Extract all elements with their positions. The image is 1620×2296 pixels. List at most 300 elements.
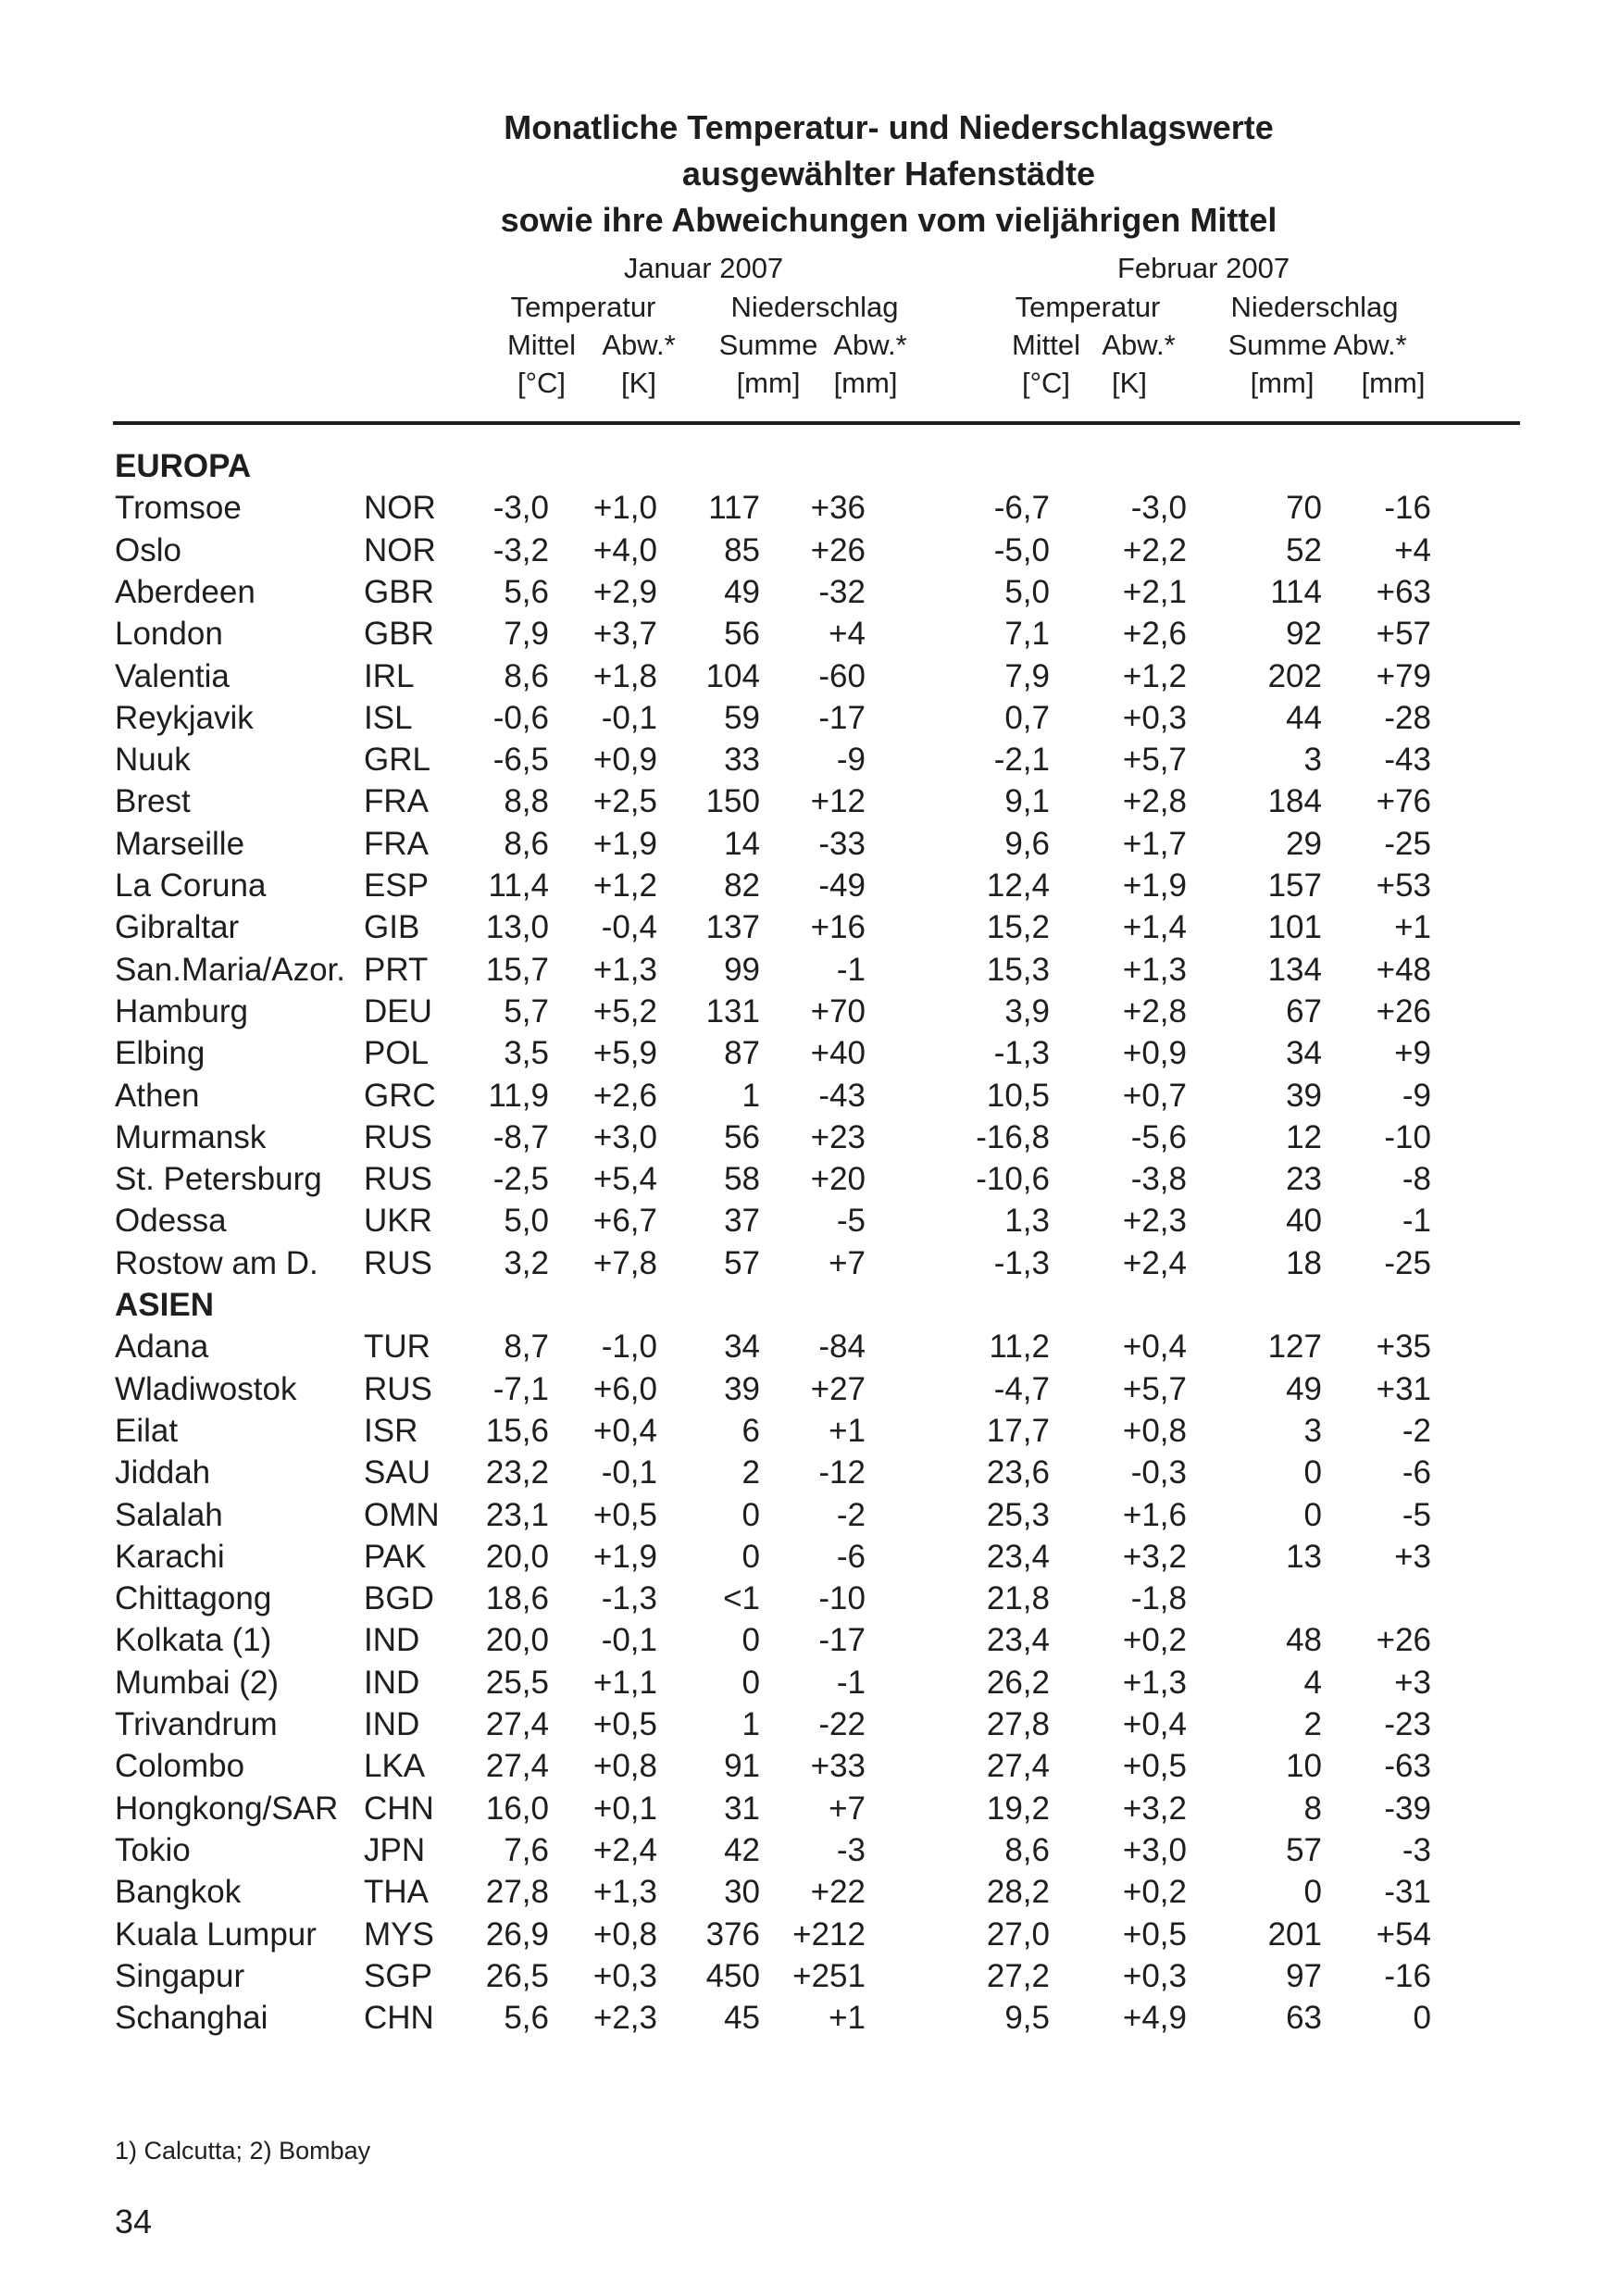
city-name: St. Petersburg	[115, 1161, 322, 1198]
feb-temp-deviation: +1,7	[1122, 825, 1187, 862]
city-name: Aberdeen	[115, 573, 255, 610]
jan-precip-sum: 33	[724, 742, 760, 779]
jan-temp-mean: 11,4	[488, 867, 549, 904]
feb-temp-deviation: +0,5	[1122, 1748, 1187, 1785]
header-feb-temperatur: Temperatur	[1015, 291, 1161, 323]
country-code: JPN	[364, 1831, 426, 1868]
country-code: OMN	[364, 1496, 440, 1533]
table-row	[0, 823, 1620, 866]
jan-precip-deviation: -6	[836, 1538, 866, 1575]
country-code: ISR	[364, 1412, 418, 1449]
country-code: DEU	[364, 992, 432, 1029]
feb-precip-deviation: +1	[1394, 909, 1431, 946]
feb-temp-deviation: +1,4	[1122, 909, 1187, 946]
jan-temp-deviation: +4,0	[592, 531, 657, 568]
city-name: Kolkata (1)	[115, 1622, 272, 1659]
table-row	[0, 780, 1620, 823]
feb-precip-deviation: +48	[1376, 951, 1431, 988]
feb-temp-deviation: +2,8	[1122, 783, 1187, 820]
feb-temp-mean: 0,7	[1004, 699, 1050, 736]
feb-precip-sum: 0	[1303, 1454, 1322, 1491]
jan-temp-deviation: -1,0	[601, 1329, 657, 1366]
jan-precip-deviation: +1	[829, 2000, 866, 2037]
header-jan-niederschlag: Niederschlag	[730, 291, 899, 323]
header-feb-unit-k: [K]	[1112, 367, 1147, 399]
feb-temp-deviation: +1,2	[1122, 657, 1187, 694]
table-row	[0, 739, 1620, 781]
feb-temp-mean: -16,8	[976, 1118, 1050, 1155]
jan-precip-sum: 30	[724, 1874, 760, 1911]
country-code: FRA	[364, 783, 429, 820]
jan-precip-deviation: -43	[818, 1077, 866, 1114]
feb-precip-deviation: -9	[1402, 1077, 1431, 1114]
feb-temp-mean: 27,2	[986, 1957, 1050, 1994]
jan-precip-deviation: +20	[810, 1161, 866, 1198]
jan-temp-deviation: -0,1	[601, 1454, 657, 1491]
country-code: POL	[364, 1035, 430, 1072]
country-code: RUS	[364, 1161, 432, 1198]
header-feb-temp-abw: Abw.*	[1102, 329, 1176, 361]
country-code: UKR	[364, 1203, 432, 1240]
feb-temp-deviation: +3,2	[1122, 1538, 1187, 1575]
jan-temp-deviation: +0,8	[592, 1915, 657, 1953]
feb-precip-deviation: +57	[1376, 616, 1431, 653]
city-name: Marseille	[115, 825, 245, 862]
jan-precip-deviation: -32	[818, 573, 866, 610]
table-row	[0, 487, 1620, 530]
feb-precip-deviation: +4	[1394, 531, 1431, 568]
feb-precip-deviation: -6	[1402, 1454, 1431, 1491]
feb-precip-sum: 67	[1286, 992, 1322, 1029]
feb-temp-deviation: +3,2	[1122, 1790, 1187, 1827]
feb-precip-deviation: +9	[1394, 1035, 1431, 1072]
feb-temp-deviation: +2,2	[1122, 531, 1187, 568]
jan-temp-deviation: -1,3	[601, 1580, 657, 1617]
header-jan-temp-abw: Abw.*	[602, 329, 676, 361]
jan-precip-sum: 0	[741, 1538, 760, 1575]
feb-precip-deviation: +79	[1376, 657, 1431, 694]
city-name: London	[115, 616, 223, 653]
country-code: IRL	[364, 657, 415, 694]
feb-precip-deviation: +35	[1376, 1329, 1431, 1366]
country-code: RUS	[364, 1370, 432, 1407]
feb-precip-sum: 57	[1286, 1831, 1322, 1868]
header-jan-prec-abw: Abw.*	[833, 329, 907, 361]
header-january: Januar 2007	[623, 252, 784, 284]
jan-precip-deviation: +70	[810, 992, 866, 1029]
feb-temp-deviation: +2,6	[1122, 616, 1187, 653]
jan-precip-sum: 450	[705, 1957, 760, 1994]
feb-precip-sum: 157	[1267, 867, 1322, 904]
table-row	[0, 613, 1620, 655]
table-row	[0, 1914, 1620, 1956]
jan-precip-sum: 104	[705, 657, 760, 694]
jan-temp-mean: -2,5	[492, 1161, 549, 1198]
jan-temp-mean: 16,0	[485, 1790, 549, 1827]
feb-temp-deviation: +2,1	[1122, 573, 1187, 610]
header-feb-mittel: Mittel	[1011, 329, 1081, 361]
jan-temp-deviation: +1,9	[592, 825, 657, 862]
feb-temp-mean: 7,1	[1004, 616, 1050, 653]
feb-temp-deviation: +0,3	[1122, 699, 1187, 736]
city-name: Mumbai (2)	[115, 1664, 279, 1701]
feb-temp-mean: -10,6	[976, 1161, 1050, 1198]
feb-temp-deviation: +3,0	[1122, 1831, 1187, 1868]
feb-precip-deviation: +26	[1376, 992, 1431, 1029]
jan-temp-mean: 5,0	[504, 1203, 549, 1240]
feb-temp-mean: 1,3	[1004, 1203, 1050, 1240]
city-name: Oslo	[115, 531, 181, 568]
feb-precip-sum: 134	[1267, 951, 1322, 988]
jan-temp-mean: 8,7	[504, 1329, 549, 1366]
jan-temp-mean: 25,5	[485, 1664, 549, 1701]
jan-temp-deviation: +1,9	[592, 1538, 657, 1575]
feb-precip-sum: 49	[1286, 1370, 1322, 1407]
jan-temp-mean: 27,4	[485, 1706, 549, 1742]
feb-precip-sum: 12	[1286, 1118, 1322, 1155]
feb-temp-mean: 17,7	[986, 1412, 1050, 1449]
feb-temp-mean: 9,6	[1004, 825, 1050, 862]
feb-precip-sum: 63	[1286, 2000, 1322, 2037]
feb-temp-deviation: +4,9	[1122, 2000, 1187, 2037]
city-name: Athen	[115, 1077, 200, 1114]
jan-precip-deviation: -22	[818, 1706, 866, 1742]
jan-precip-deviation: -3	[836, 1831, 866, 1868]
country-code: GBR	[364, 573, 434, 610]
header-feb-prec-abw: Abw.*	[1333, 329, 1407, 361]
feb-precip-sum: 23	[1286, 1161, 1322, 1198]
country-code: IND	[364, 1664, 420, 1701]
feb-temp-deviation: +1,9	[1122, 867, 1187, 904]
table-row	[0, 1703, 1620, 1746]
table-row	[0, 530, 1620, 572]
feb-temp-deviation: +0,2	[1122, 1874, 1187, 1911]
jan-precip-sum: 59	[724, 699, 760, 736]
feb-temp-deviation: -0,3	[1130, 1454, 1187, 1491]
jan-precip-sum: 376	[705, 1915, 760, 1953]
jan-temp-mean: 27,4	[485, 1748, 549, 1785]
jan-precip-deviation: -49	[818, 867, 866, 904]
feb-precip-deviation: -39	[1384, 1790, 1431, 1827]
feb-precip-deviation: -31	[1384, 1874, 1431, 1911]
jan-temp-mean: 3,2	[504, 1244, 549, 1281]
jan-temp-deviation: +2,4	[592, 1831, 657, 1868]
jan-precip-sum: 45	[724, 2000, 760, 2037]
jan-temp-mean: -3,2	[492, 531, 549, 568]
table-row	[0, 1200, 1620, 1242]
header-jan-temperatur: Temperatur	[510, 291, 656, 323]
jan-precip-sum: 31	[724, 1790, 760, 1827]
table-row	[0, 949, 1620, 992]
table-row	[0, 1410, 1620, 1453]
jan-precip-sum: 39	[724, 1370, 760, 1407]
feb-temp-mean: 9,5	[1004, 2000, 1050, 2037]
jan-temp-deviation: +1,2	[592, 867, 657, 904]
jan-temp-mean: -6,5	[492, 742, 549, 779]
region-heading: ASIEN	[115, 1287, 214, 1323]
city-name: Hongkong/SAR	[115, 1790, 339, 1827]
jan-temp-deviation: -0,1	[601, 1622, 657, 1659]
feb-temp-mean: -1,3	[993, 1035, 1050, 1072]
title-line-1: Monatliche Temperatur- und Niederschlagswerte	[504, 108, 1274, 146]
table-row	[0, 1745, 1620, 1788]
jan-precip-deviation: +27	[810, 1370, 866, 1407]
feb-precip-deviation: -8	[1402, 1161, 1431, 1198]
jan-temp-deviation: +3,0	[592, 1118, 657, 1155]
jan-temp-mean: -8,7	[492, 1118, 549, 1155]
city-name: Wladiwostok	[115, 1370, 297, 1407]
country-code: SGP	[364, 1957, 432, 1994]
feb-precip-sum: 101	[1267, 909, 1322, 946]
jan-precip-sum: 0	[741, 1496, 760, 1533]
city-name: Hamburg	[115, 992, 248, 1029]
jan-temp-deviation: +1,3	[592, 1874, 657, 1911]
feb-temp-mean: -2,1	[993, 742, 1050, 779]
country-code: SAU	[364, 1454, 430, 1491]
jan-temp-mean: 8,6	[504, 825, 549, 862]
feb-temp-deviation: +0,4	[1122, 1706, 1187, 1742]
jan-precip-sum: 56	[724, 1118, 760, 1155]
feb-temp-mean: 8,6	[1004, 1831, 1050, 1868]
jan-precip-sum: 34	[724, 1329, 760, 1366]
jan-precip-sum: 49	[724, 573, 760, 610]
table-row	[0, 991, 1620, 1033]
feb-temp-mean: 10,5	[986, 1077, 1050, 1114]
feb-temp-deviation: +2,4	[1122, 1244, 1187, 1281]
jan-precip-sum: 56	[724, 616, 760, 653]
feb-precip-sum: 4	[1303, 1664, 1322, 1701]
city-name: Chittagong	[115, 1580, 272, 1617]
feb-precip-deviation: -23	[1384, 1706, 1431, 1742]
jan-temp-mean: -0,6	[492, 699, 549, 736]
jan-temp-mean: 27,8	[485, 1874, 549, 1911]
jan-temp-mean: 26,5	[485, 1957, 549, 1994]
table-row	[0, 865, 1620, 907]
feb-temp-mean: 15,2	[986, 909, 1050, 946]
jan-precip-deviation: -10	[818, 1580, 866, 1617]
feb-temp-mean: 23,4	[986, 1622, 1050, 1659]
table-row	[0, 1788, 1620, 1830]
country-code: FRA	[364, 825, 429, 862]
city-name: La Coruna	[115, 867, 267, 904]
jan-temp-deviation: +0,8	[592, 1748, 657, 1785]
jan-precip-deviation: +16	[810, 909, 866, 946]
feb-precip-sum: 40	[1286, 1203, 1322, 1240]
jan-temp-mean: 8,6	[504, 657, 549, 694]
feb-precip-sum: 202	[1267, 657, 1322, 694]
feb-precip-sum: 3	[1303, 1412, 1322, 1449]
feb-temp-mean: 27,8	[986, 1706, 1050, 1742]
city-name: Kuala Lumpur	[115, 1915, 317, 1953]
jan-precip-deviation: +26	[810, 531, 866, 568]
table-row	[0, 1117, 1620, 1159]
feb-precip-deviation: -25	[1384, 825, 1431, 862]
feb-precip-sum: 8	[1303, 1790, 1322, 1827]
page-number: 34	[115, 2202, 153, 2240]
feb-temp-mean: 23,6	[986, 1454, 1050, 1491]
table-row	[0, 1619, 1620, 1662]
jan-precip-sum: 1	[741, 1706, 760, 1742]
country-code: GRL	[364, 742, 430, 779]
jan-precip-deviation: +251	[792, 1957, 866, 1994]
feb-temp-deviation: +5,7	[1122, 1370, 1187, 1407]
title-line-2: ausgewählter Hafenstädte	[681, 155, 1096, 193]
jan-temp-deviation: +1,3	[592, 951, 657, 988]
header-jan-unit-c: [°C]	[517, 367, 566, 399]
feb-precip-sum: 29	[1286, 825, 1322, 862]
jan-precip-sum: 87	[724, 1035, 760, 1072]
feb-precip-sum: 70	[1286, 490, 1322, 527]
jan-temp-deviation: +6,0	[592, 1370, 657, 1407]
jan-temp-mean: 23,1	[485, 1496, 549, 1533]
jan-temp-mean: 7,9	[504, 616, 549, 653]
country-code: THA	[364, 1874, 429, 1911]
table-row	[0, 1578, 1620, 1620]
jan-temp-deviation: +5,2	[592, 992, 657, 1029]
country-code: ISL	[364, 699, 413, 736]
country-code: RUS	[364, 1244, 432, 1281]
jan-precip-sum: 82	[724, 867, 760, 904]
jan-temp-deviation: +2,9	[592, 573, 657, 610]
feb-precip-deviation: -10	[1384, 1118, 1431, 1155]
jan-temp-mean: 13,0	[485, 909, 549, 946]
feb-temp-mean: 28,2	[986, 1874, 1050, 1911]
country-code: PAK	[364, 1538, 427, 1575]
header-feb-niederschlag: Niederschlag	[1230, 291, 1399, 323]
feb-precip-deviation: +31	[1376, 1370, 1431, 1407]
header-jan-summe: Summe	[718, 329, 818, 361]
jan-precip-deviation: -17	[818, 699, 866, 736]
jan-temp-deviation: +0,4	[592, 1412, 657, 1449]
table-row	[0, 1871, 1620, 1914]
feb-precip-sum: 48	[1286, 1622, 1322, 1659]
jan-temp-deviation: +1,1	[592, 1664, 657, 1701]
jan-precip-sum: 85	[724, 531, 760, 568]
feb-precip-sum: 114	[1270, 573, 1322, 610]
jan-temp-mean: 15,6	[485, 1412, 549, 1449]
feb-precip-deviation: -25	[1384, 1244, 1431, 1281]
city-name: Gibraltar	[115, 909, 240, 946]
jan-precip-deviation: -2	[836, 1496, 866, 1533]
feb-temp-deviation: +0,4	[1122, 1329, 1187, 1366]
jan-temp-mean: 15,7	[485, 951, 549, 988]
jan-precip-deviation: -60	[818, 657, 866, 694]
jan-temp-deviation: -0,4	[601, 909, 657, 946]
jan-temp-mean: 23,2	[485, 1454, 549, 1491]
header-jan-unit-k: [K]	[621, 367, 656, 399]
jan-temp-deviation: +0,5	[592, 1706, 657, 1742]
jan-temp-deviation: +7,8	[592, 1244, 657, 1281]
feb-temp-mean: 5,0	[1004, 573, 1050, 610]
jan-precip-deviation: -17	[818, 1622, 866, 1659]
table-row	[0, 655, 1620, 698]
feb-precip-sum: 127	[1267, 1329, 1322, 1366]
table-row	[0, 1997, 1620, 2040]
jan-temp-deviation: +5,9	[592, 1035, 657, 1072]
feb-temp-mean: 12,4	[986, 867, 1050, 904]
jan-temp-mean: 5,6	[504, 573, 549, 610]
feb-precip-sum: 2	[1303, 1706, 1322, 1742]
region-heading: EUROPA	[115, 448, 252, 484]
feb-precip-sum: 0	[1303, 1496, 1322, 1533]
jan-precip-deviation: -1	[836, 951, 866, 988]
table-row	[0, 906, 1620, 949]
feb-temp-mean: 3,9	[1004, 992, 1050, 1029]
feb-precip-deviation: -43	[1384, 742, 1431, 779]
city-name: Tokio	[115, 1831, 191, 1868]
feb-temp-mean: 21,8	[986, 1580, 1050, 1617]
jan-temp-deviation: +0,1	[592, 1790, 657, 1827]
country-code: ESP	[364, 867, 430, 904]
feb-temp-deviation: +5,7	[1122, 742, 1187, 779]
feb-temp-mean: 7,9	[1004, 657, 1050, 694]
feb-precip-sum: 201	[1267, 1915, 1322, 1953]
feb-precip-sum: 34	[1286, 1035, 1322, 1072]
city-name: Elbing	[115, 1035, 206, 1072]
jan-precip-deviation: +212	[792, 1915, 866, 1953]
feb-temp-mean: 25,3	[986, 1496, 1050, 1533]
feb-temp-deviation: -5,6	[1130, 1118, 1187, 1155]
feb-precip-deviation: +26	[1376, 1622, 1431, 1659]
feb-temp-deviation: +1,3	[1122, 951, 1187, 988]
jan-temp-mean: 18,6	[485, 1580, 549, 1617]
country-code: TUR	[364, 1329, 430, 1366]
feb-temp-mean: 15,3	[986, 951, 1050, 988]
jan-precip-deviation: +23	[810, 1118, 866, 1155]
feb-precip-sum: 0	[1303, 1874, 1322, 1911]
feb-temp-mean: 19,2	[986, 1790, 1050, 1827]
jan-precip-deviation: +7	[829, 1244, 866, 1281]
table-row	[0, 1955, 1620, 1998]
table-row	[0, 1536, 1620, 1578]
country-code: NOR	[364, 531, 436, 568]
feb-precip-sum: 184	[1267, 783, 1322, 820]
jan-precip-sum: 99	[724, 951, 760, 988]
jan-temp-deviation: +1,0	[592, 490, 657, 527]
feb-temp-deviation: +0,5	[1122, 1915, 1187, 1953]
feb-temp-deviation: -3,8	[1130, 1161, 1187, 1198]
city-name: Brest	[115, 783, 191, 820]
jan-precip-sum: 117	[708, 490, 760, 527]
header-jan-unit-mm-abw: [mm]	[833, 367, 898, 399]
jan-temp-deviation: +5,4	[592, 1161, 657, 1198]
city-name: Trivandrum	[115, 1706, 278, 1742]
table-row	[0, 1368, 1620, 1411]
header-february: Februar 2007	[1116, 252, 1290, 284]
feb-temp-mean: -4,7	[993, 1370, 1050, 1407]
jan-temp-mean: 26,9	[485, 1915, 549, 1953]
jan-temp-mean: 11,9	[488, 1077, 549, 1114]
feb-precip-sum: 52	[1286, 531, 1322, 568]
city-name: Odessa	[115, 1203, 227, 1240]
feb-temp-mean: 26,2	[986, 1664, 1050, 1701]
jan-precip-sum: 91	[724, 1748, 760, 1785]
jan-temp-deviation: +0,5	[592, 1496, 657, 1533]
jan-precip-sum: 0	[741, 1622, 760, 1659]
table-row	[0, 1075, 1620, 1117]
feb-temp-deviation: +0,9	[1122, 1035, 1187, 1072]
feb-precip-deviation: -1	[1402, 1203, 1431, 1240]
table-row	[0, 1829, 1620, 1872]
jan-temp-mean: -7,1	[492, 1370, 549, 1407]
feb-temp-deviation: -1,8	[1130, 1580, 1187, 1617]
table-row	[0, 697, 1620, 740]
feb-precip-deviation: -16	[1384, 1957, 1431, 1994]
jan-precip-sum: 131	[705, 992, 760, 1029]
country-code: CHN	[364, 2000, 434, 2037]
country-code: CHN	[364, 1790, 434, 1827]
jan-temp-deviation: +2,6	[592, 1077, 657, 1114]
